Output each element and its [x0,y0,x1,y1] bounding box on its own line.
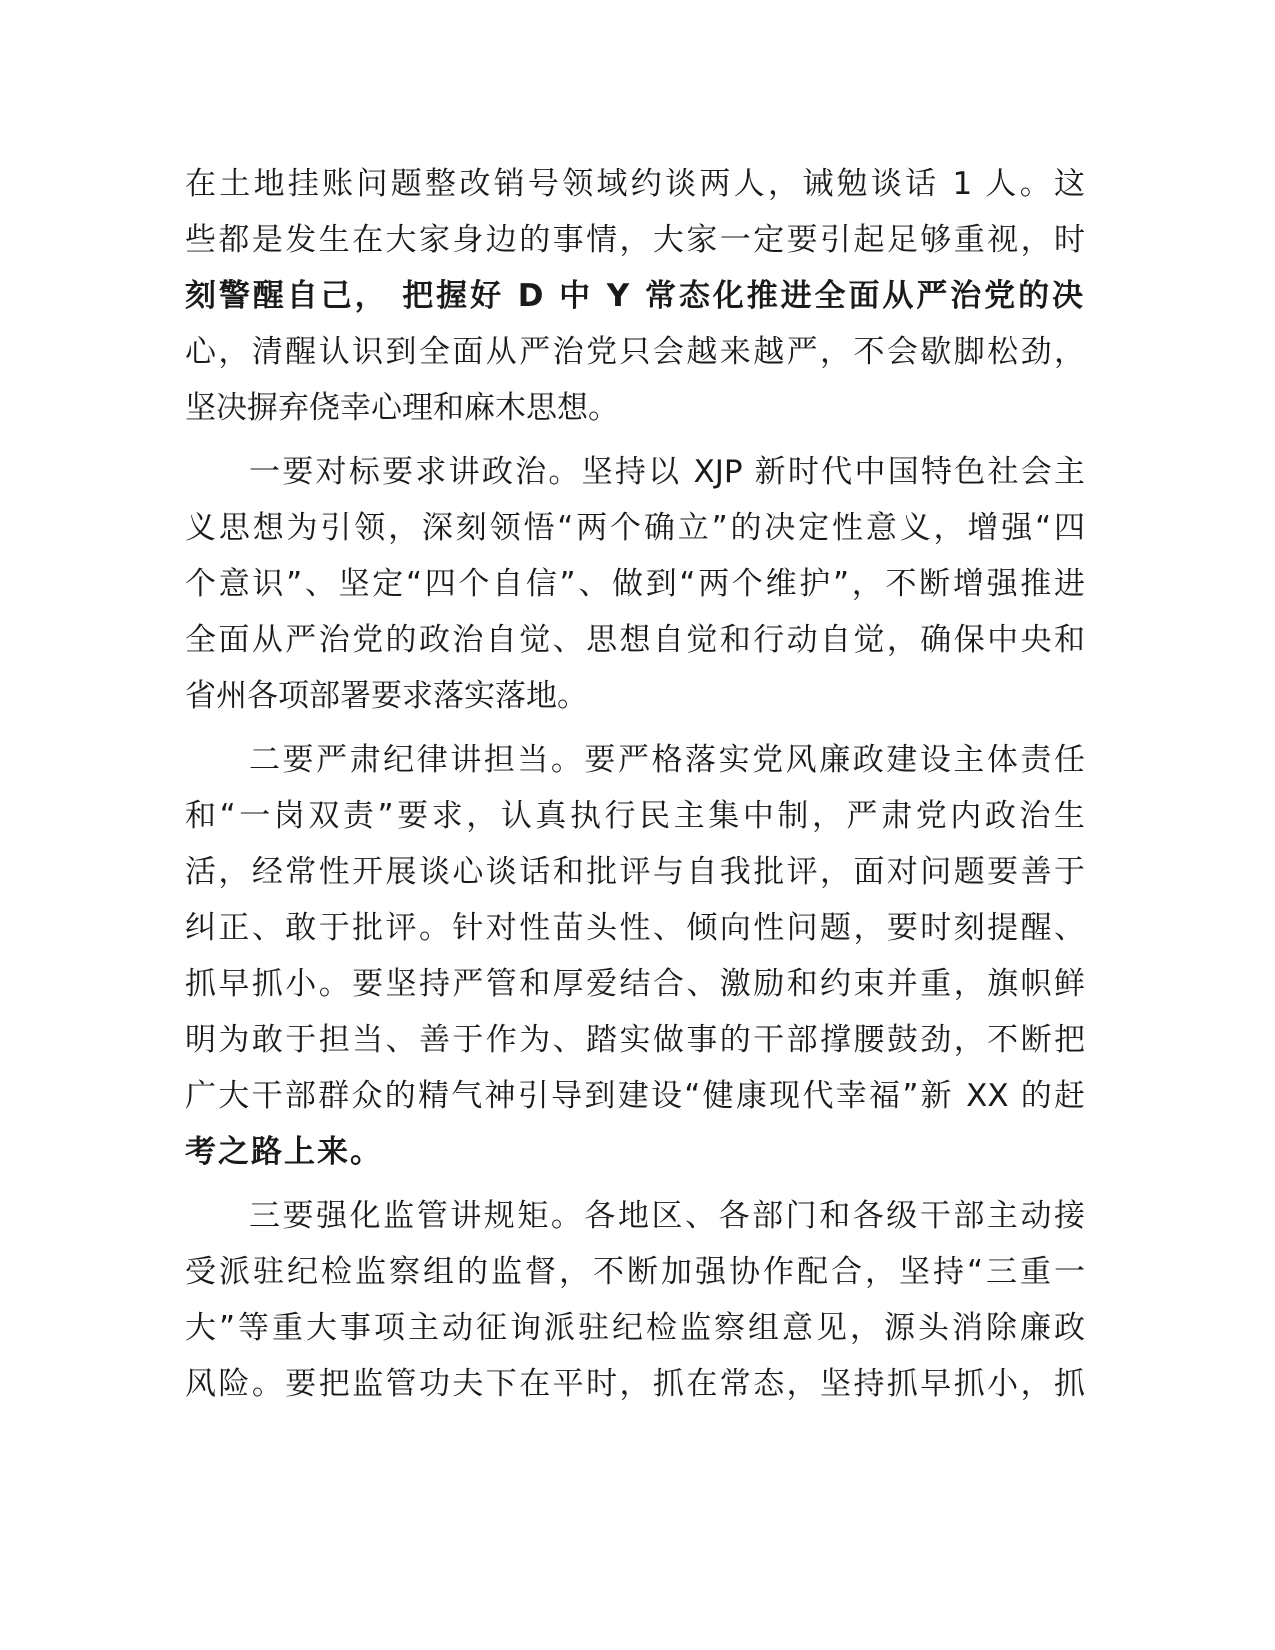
text-line: 广大干部群众的精气神引导到建设“健康现代幸福”新 XX 的赶 [185,1078,1085,1114]
text-line: 明为敢于担当、善于作为、踏实做事的干部撑腰鼓劲，不断把 [185,1022,1085,1058]
text-line: 个意识”、坚定“四个自信”、做到“两个维护”，不断增强推进 [185,566,1085,602]
text-line: 坚决摒弃侥幸心理和麻木思想。 [185,390,619,426]
text-line: 心，清醒认识到全面从严治党只会越来越严，不会歇脚松劲， [185,334,1085,370]
text-line: 一要对标要求讲政治。坚持以 XJP 新时代中国特色社会主 [249,454,1085,490]
text-line: 在土地挂账问题整改销号领域约谈两人，诫勉谈话 1 人。这 [185,166,1085,202]
paragraph-3 [185,732,1085,1180]
text-line: 些都是发生在大家身边的事情，大家一定要引起足够重视，时 [185,222,1085,258]
text-line: 和“一岗双责”要求，认真执行民主集中制，严肃党内政治生 [185,798,1085,834]
document-body [185,156,1085,1412]
paragraph-2 [185,444,1085,724]
text-line: 考之路上来。 [185,1134,383,1170]
text-line: 抓早抓小。要坚持严管和厚爱结合、激励和约束并重，旗帜鲜 [185,966,1085,1002]
text-line: 二要严肃纪律讲担当。要严格落实党风廉政建设主体责任 [249,742,1085,778]
paragraph-4 [185,1188,1085,1412]
text-line: 省州各项部署要求落实落地。 [185,678,588,714]
text-line: 活，经常性开展谈心谈话和批评与自我批评，面对问题要善于 [185,854,1085,890]
text-line: 受派驻纪检监察组的监督，不断加强协作配合，坚持“三重一 [185,1254,1085,1290]
text-line: 全面从严治党的政治自觉、思想自觉和行动自觉，确保中央和 [185,622,1085,658]
text-line: 风险。要把监管功夫下在平时，抓在常态，坚持抓早抓小，抓 [185,1366,1085,1402]
text-line: 义思想为引领，深刻领悟“两个确立”的决定性意义，增强“四 [185,510,1085,546]
text-line: 三要强化监管讲规矩。各地区、各部门和各级干部主动接 [249,1198,1085,1234]
text-line: 刻警醒自己， 把握好 D 中 Y 常态化推进全面从严治党的决 [185,278,1085,314]
text-line: 大”等重大事项主动征询派驻纪检监察组意见，源头消除廉政 [185,1310,1085,1346]
text-line: 纠正、敢于批评。针对性苗头性、倾向性问题，要时刻提醒、 [185,910,1085,946]
paragraph-1 [185,156,1085,436]
